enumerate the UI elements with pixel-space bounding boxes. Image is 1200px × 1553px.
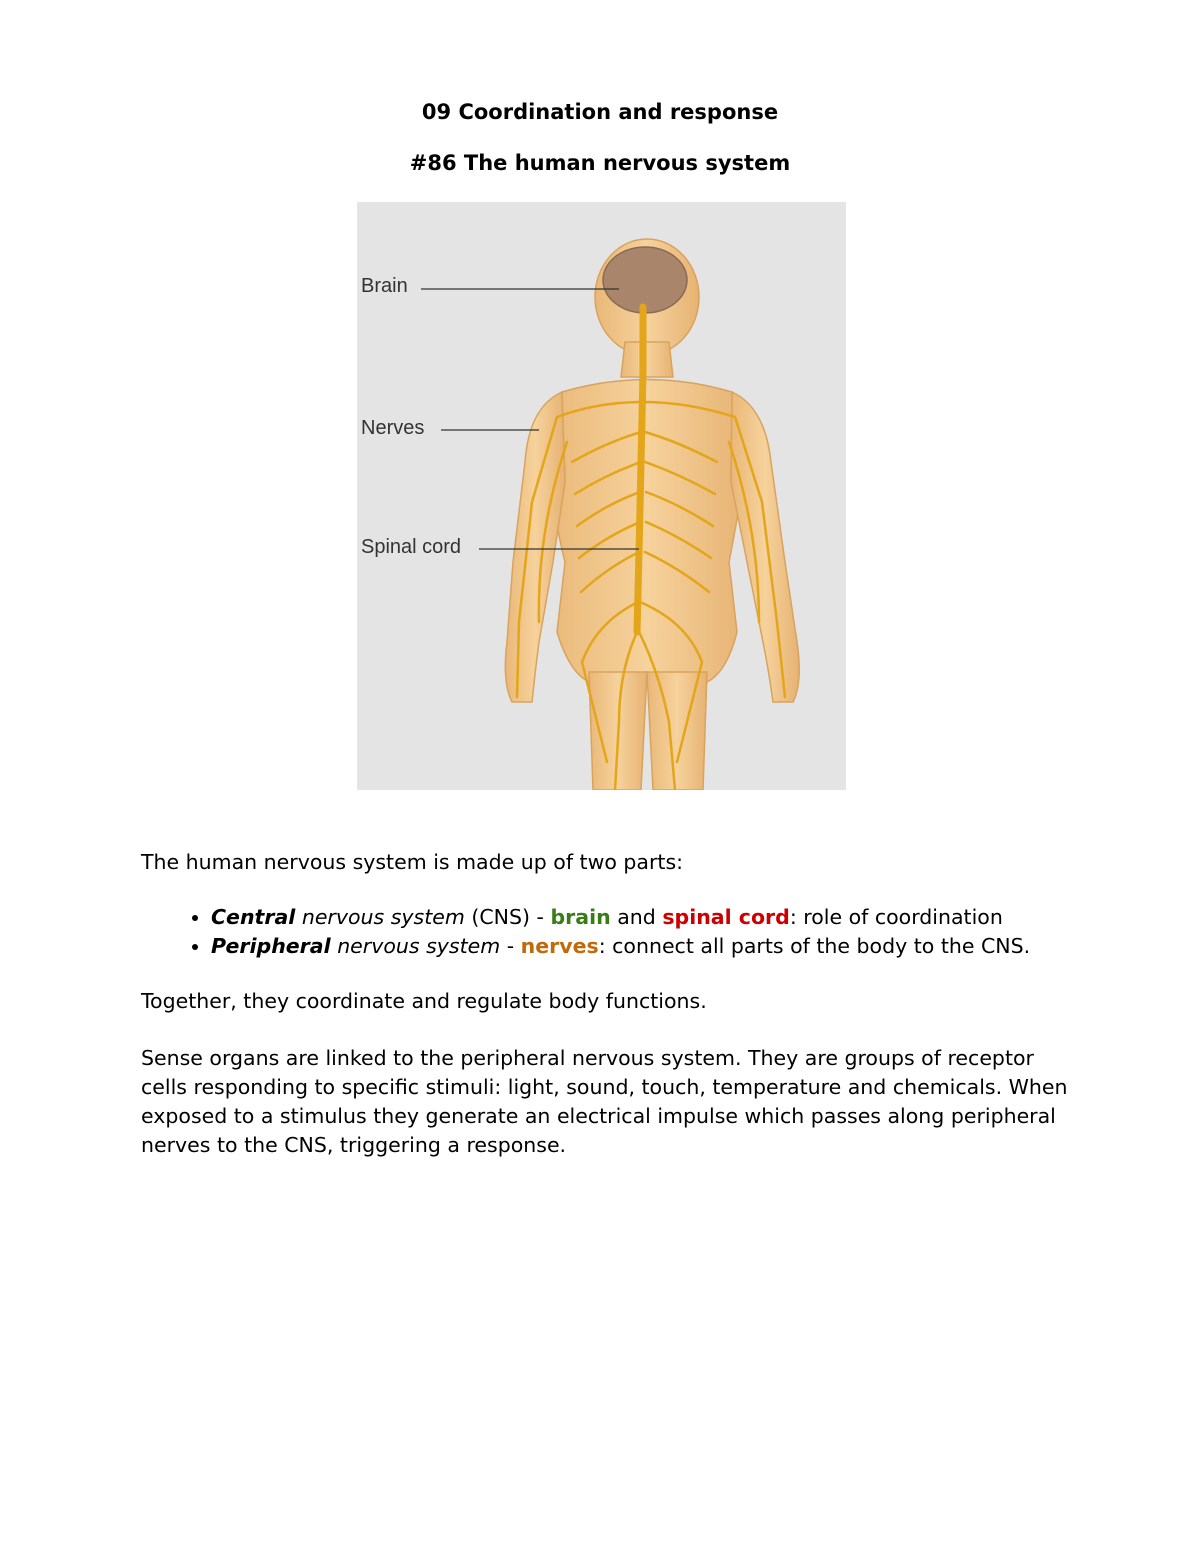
nervous-system-figure (357, 202, 846, 790)
term-nerves: nerves (520, 934, 599, 958)
peripheral-key: Peripheral (211, 934, 331, 958)
label-nerves: Nerves (361, 417, 425, 439)
nervous-system-illustration (357, 202, 846, 790)
chapter-title: 09 Coordination and response (421, 100, 779, 124)
term-spinal-cord: spinal cord (662, 905, 790, 929)
peripheral-tail: : connect all parts of the body to the CNS. (598, 934, 1031, 958)
label-brain: Brain (361, 275, 408, 297)
list-item-central (211, 903, 1071, 932)
central-tail: : role of coordination (789, 905, 1003, 929)
term-brain: brain (550, 905, 611, 929)
body-silhouette (505, 239, 799, 790)
topic-title: #86 The human nervous system (409, 151, 791, 175)
document-body (141, 848, 1071, 1160)
central-after: (CNS) - (464, 905, 551, 929)
central-rest: nervous system (295, 905, 465, 929)
brain-shape (603, 247, 687, 313)
intro-paragraph: The human nervous system is made up of two parts: (141, 850, 684, 874)
central-key: Central (211, 905, 296, 929)
peripheral-rest: nervous system (330, 934, 501, 958)
parts-list (141, 903, 1071, 961)
list-item-peripheral (211, 932, 1071, 961)
peripheral-after: - (500, 934, 521, 958)
central-join: and (610, 905, 663, 929)
sense-organs-paragraph: Sense organs are linked to the peripheral nervous system. They are groups of receptor cells responding to specific stimuli: light, sound, touch, temperature and chemicals. When exposed to a stimulus they generate an electrical impulse which passes along peripheral nerves to the CNS, triggering a response. (141, 1046, 1068, 1157)
label-spinal-cord: Spinal cord (361, 536, 462, 558)
together-paragraph: Together, they coordinate and regulate body functions. (141, 989, 707, 1013)
